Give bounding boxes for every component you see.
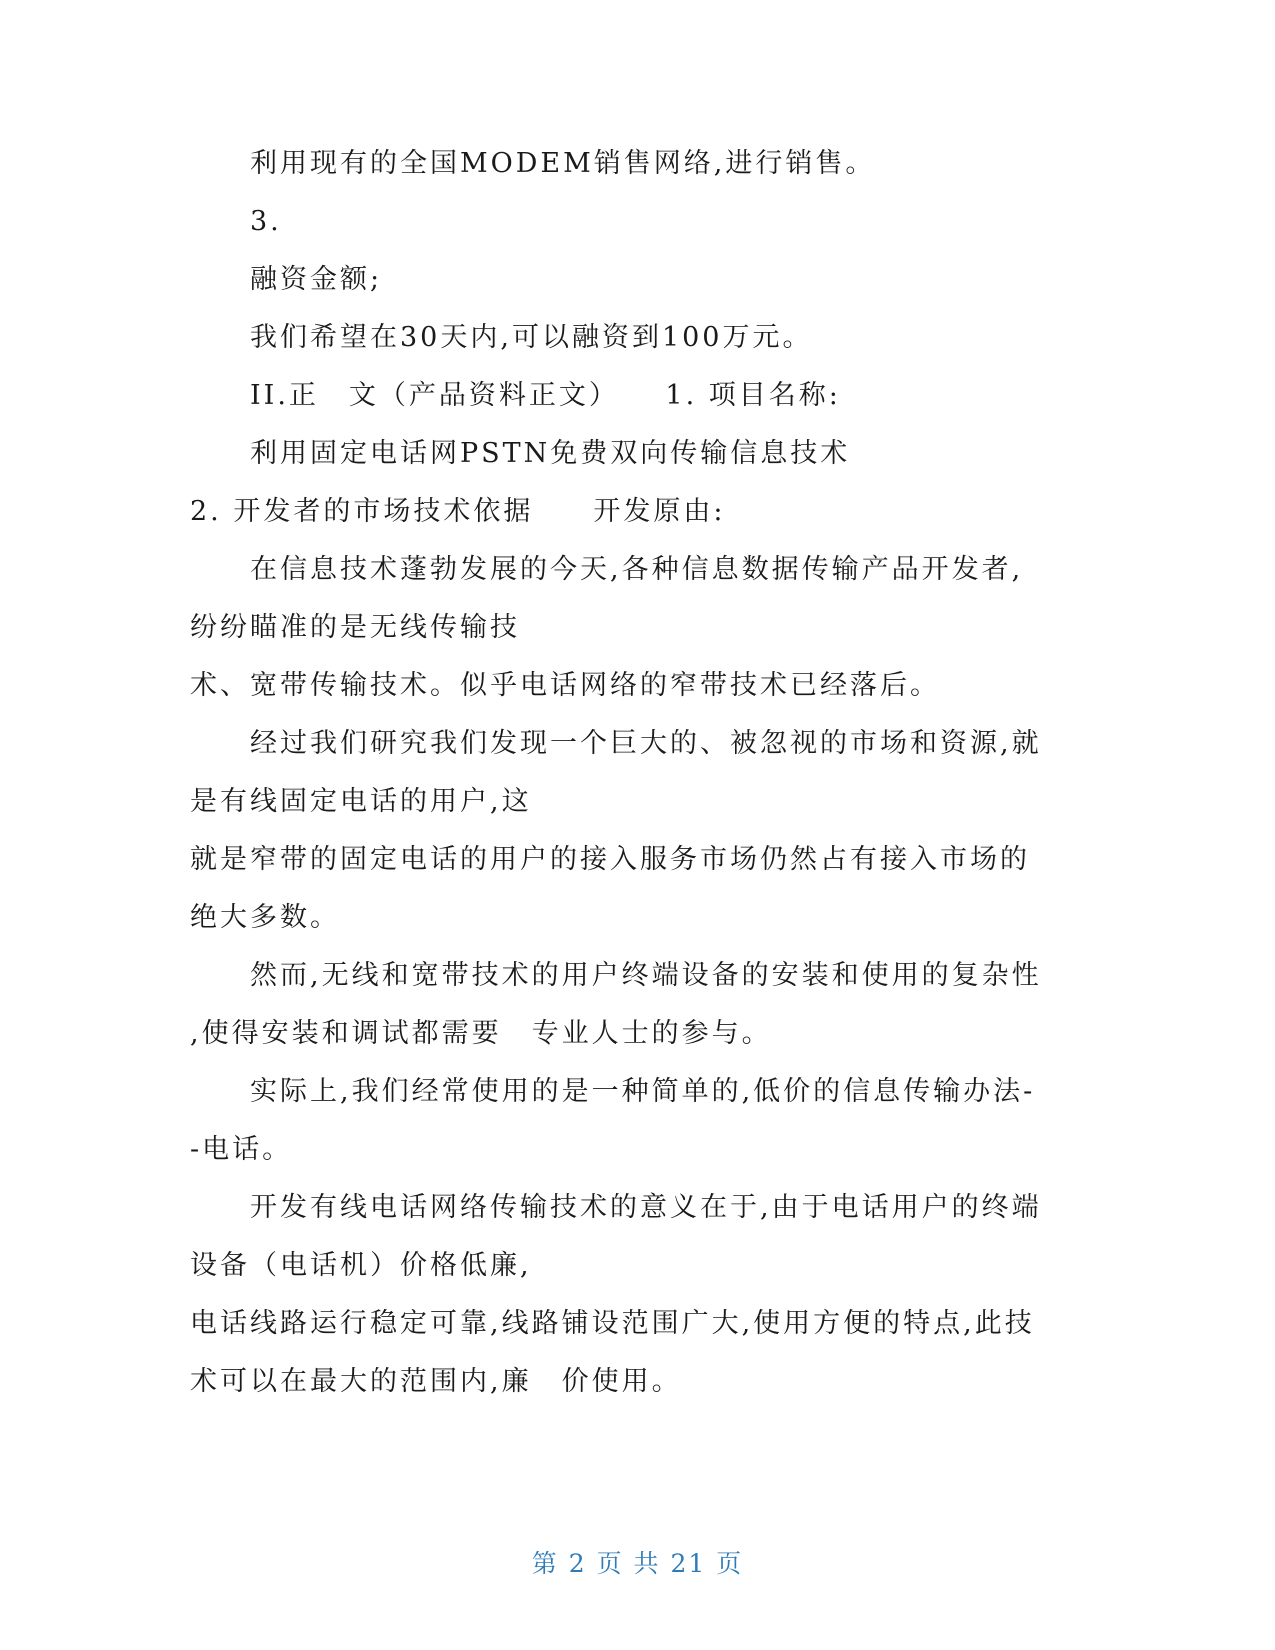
text-line: 实际上,我们经常使用的是一种简单的,低价的信息传输办法- bbox=[250, 1076, 1036, 1107]
page-number-footer: 第 2 页 共 21 页 bbox=[531, 1549, 744, 1578]
text-line: 我们希望在30天内,可以融资到100万元。 bbox=[250, 322, 813, 353]
text-line: 术、宽带传输技术。似乎电话网络的窄带技术已经落后。 bbox=[190, 670, 940, 701]
section-heading: II.正 文（产品资料正文） 1. 项目名称: bbox=[250, 380, 841, 411]
text-line: 然而,无线和宽带技术的用户终端设备的安装和使用的复杂性 bbox=[250, 960, 1042, 991]
text-line: 术可以在最大的范围内,廉 价使用。 bbox=[190, 1366, 682, 1397]
text-line: 绝大多数。 bbox=[190, 902, 340, 933]
section-heading: 2. 开发者的市场技术依据 开发原由: bbox=[190, 496, 726, 527]
text-line: 在信息技术蓬勃发展的今天,各种信息数据传输产品开发者, bbox=[250, 554, 1024, 585]
text-line: 利用固定电话网PSTN免费双向传输信息技术 bbox=[250, 438, 851, 469]
text-line: 电话线路运行稳定可靠,线路铺设范围广大,使用方便的特点,此技 bbox=[190, 1308, 1035, 1339]
text-line: -电话。 bbox=[190, 1134, 293, 1165]
text-line: 3. bbox=[250, 206, 282, 237]
text-line: 是有线固定电话的用户,这 bbox=[190, 786, 532, 817]
text-line: 就是窄带的固定电话的用户的接入服务市场仍然占有接入市场的 bbox=[190, 844, 1030, 875]
text-line: 纷纷瞄准的是无线传输技 bbox=[190, 612, 520, 643]
text-line: 开发有线电话网络传输技术的意义在于,由于电话用户的终端 bbox=[250, 1192, 1042, 1223]
text-line: 经过我们研究我们发现一个巨大的、被忽视的市场和资源,就 bbox=[250, 728, 1042, 759]
text-line: 融资金额; bbox=[250, 264, 383, 295]
text-line: 利用现有的全国MODEM销售网络,进行销售。 bbox=[250, 148, 876, 179]
text-line: 设备（电话机）价格低廉, bbox=[190, 1250, 532, 1281]
text-line: ,使得安装和调试都需要 专业人士的参与。 bbox=[190, 1018, 772, 1049]
